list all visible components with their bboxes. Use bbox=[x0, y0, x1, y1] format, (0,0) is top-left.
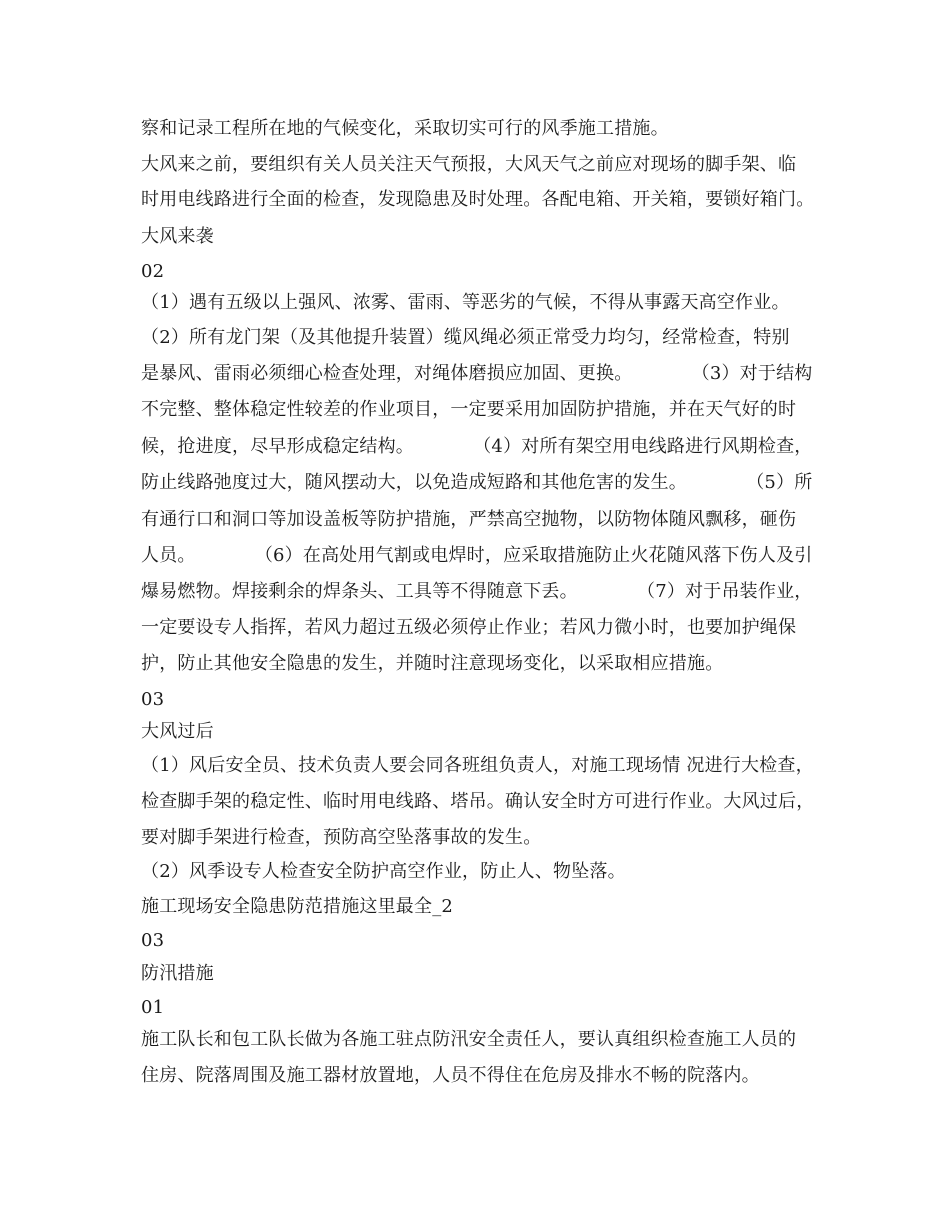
text-line: 施工队长和包工队长做为各施工驻点防汛安全责任人，要认真组织检查施工人员的 bbox=[141, 1029, 797, 1050]
text-line: 检查脚手架的稳定性、临时用电线路、塔吊。确认安全时方可进行作业。大风过后， bbox=[141, 791, 815, 812]
text-line: 时用电线路进行全面的检查，发现隐患及时处理。各配电箱、开关箱，要锁好箱门。 bbox=[141, 189, 815, 210]
text-line: 大风来之前，要组织有关人员关注天气预报，大风天气之前应对现场的脚手架、临 bbox=[141, 154, 797, 175]
text-line: 护，防止其他安全隐患的发生，并随时注意现场变化，以采取相应措施。 bbox=[141, 653, 724, 674]
text-line: 爆易燃物。焊接剩余的焊条头、工具等不得随意下丢。 （7）对于吊装作业， bbox=[141, 581, 813, 602]
text-line: 候，抢进度，尽早形成稳定结构。 （4）对所有架空用电线路进行风期检查， bbox=[141, 436, 813, 457]
text-line: 是暴风、雷雨必须细心检查处理，对绳体磨损应加固、更换。 （3）对于结构 bbox=[141, 363, 813, 384]
text-line: 一定要设专人指挥，若风力超过五级必须停止作业；若风力微小时，也要加护绳保 bbox=[141, 617, 797, 638]
text-line: （1）风后安全员、技术负责人要会同各班组负责人，对施工现场情 况进行大检查， bbox=[141, 755, 814, 776]
section-number: 02 bbox=[141, 261, 165, 282]
section-number: 03 bbox=[141, 930, 165, 951]
text-line: 人员。 （6）在高处用气割或电焊时，应采取措施防止火花随风落下伤人及引 bbox=[141, 545, 813, 566]
section-heading: 大风过后 bbox=[141, 721, 214, 742]
text-line: 有通行口和洞口等加设盖板等防护措施，严禁高空抛物，以防物体随风飘移，砸伤 bbox=[141, 509, 797, 530]
section-heading: 大风来袭 bbox=[141, 226, 214, 247]
text-line: 住房、院落周围及施工器材放置地，人员不得住在危房及排水不畅的院落内。 bbox=[141, 1065, 760, 1086]
text-line: 察和记录工程所在地的气候变化，采取切实可行的风季施工措施。 bbox=[141, 118, 669, 139]
text-line: 不完整、整体稳定性较差的作业项目，一定要采用加固防护措施，并在天气好的时 bbox=[141, 399, 797, 420]
section-number: 01 bbox=[141, 997, 165, 1018]
section-number: 03 bbox=[141, 689, 165, 710]
text-line: （2）所有龙门架（及其他提升装置）缆风绳必须正常受力均匀，经常检查，特别 bbox=[141, 327, 790, 348]
text-line: 要对脚手架进行检查，预防高空坠落事故的发生。 bbox=[141, 827, 542, 848]
text-line: 防止线路弛度过大，随风摆动大，以免造成短路和其他危害的发生。 （5）所 bbox=[141, 472, 813, 493]
text-line: （2）风季设专人检查安全防护高空作业，防止人、物坠落。 bbox=[141, 861, 626, 882]
document-subtitle: 施工现场安全隐患防范措施这里最全_2 bbox=[141, 896, 454, 917]
text-line: （1）遇有五级以上强风、浓雾、雷雨、等恶劣的气候，不得从事露天高空作业。 bbox=[141, 292, 790, 313]
section-heading: 防汛措施 bbox=[141, 963, 214, 984]
